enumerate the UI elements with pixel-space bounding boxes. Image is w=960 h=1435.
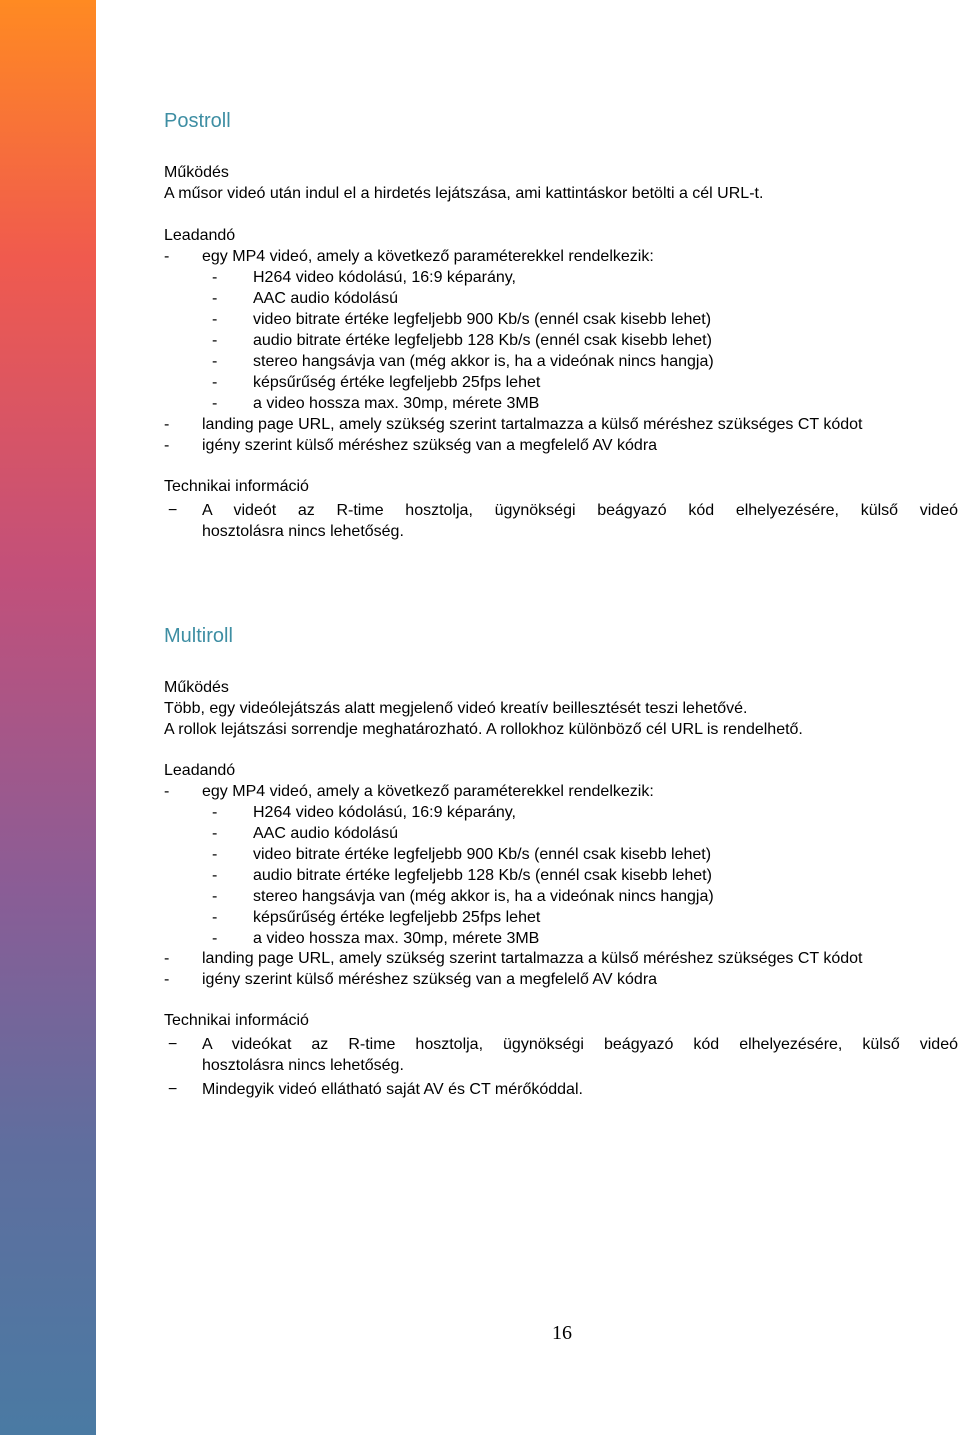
multiroll-leadando-heading: Leadandó [164, 762, 236, 779]
page-number: 16 [552, 1322, 572, 1344]
postroll-leadando-heading: Leadandó [164, 227, 236, 244]
postroll-mukodes-heading: Működés [164, 164, 229, 181]
postroll-mukodes-text: A műsor videó után indul el a hirdetés lejátszása, ami kattintáskor betölti a cél URL-t. [164, 185, 764, 202]
multiroll-tech-heading: Technikai információ [164, 1012, 309, 1029]
postroll-tech-heading: Technikai információ [164, 478, 309, 495]
multiroll-mukodes-text-1: Több, egy videólejátszás alatt megjelenő videó kreatív beillesztését teszi lehetővé. [164, 700, 748, 717]
decorative-gradient-bar [0, 0, 96, 1435]
section-title-multiroll: Multiroll [164, 625, 233, 647]
section-title-postroll: Postroll [164, 110, 231, 132]
multiroll-mukodes-heading: Működés [164, 679, 229, 696]
multiroll-mukodes-text-2: A rollok lejátszási sorrendje meghatározható. A rollokhoz különböző cél URL is rendelhető. [164, 721, 803, 738]
